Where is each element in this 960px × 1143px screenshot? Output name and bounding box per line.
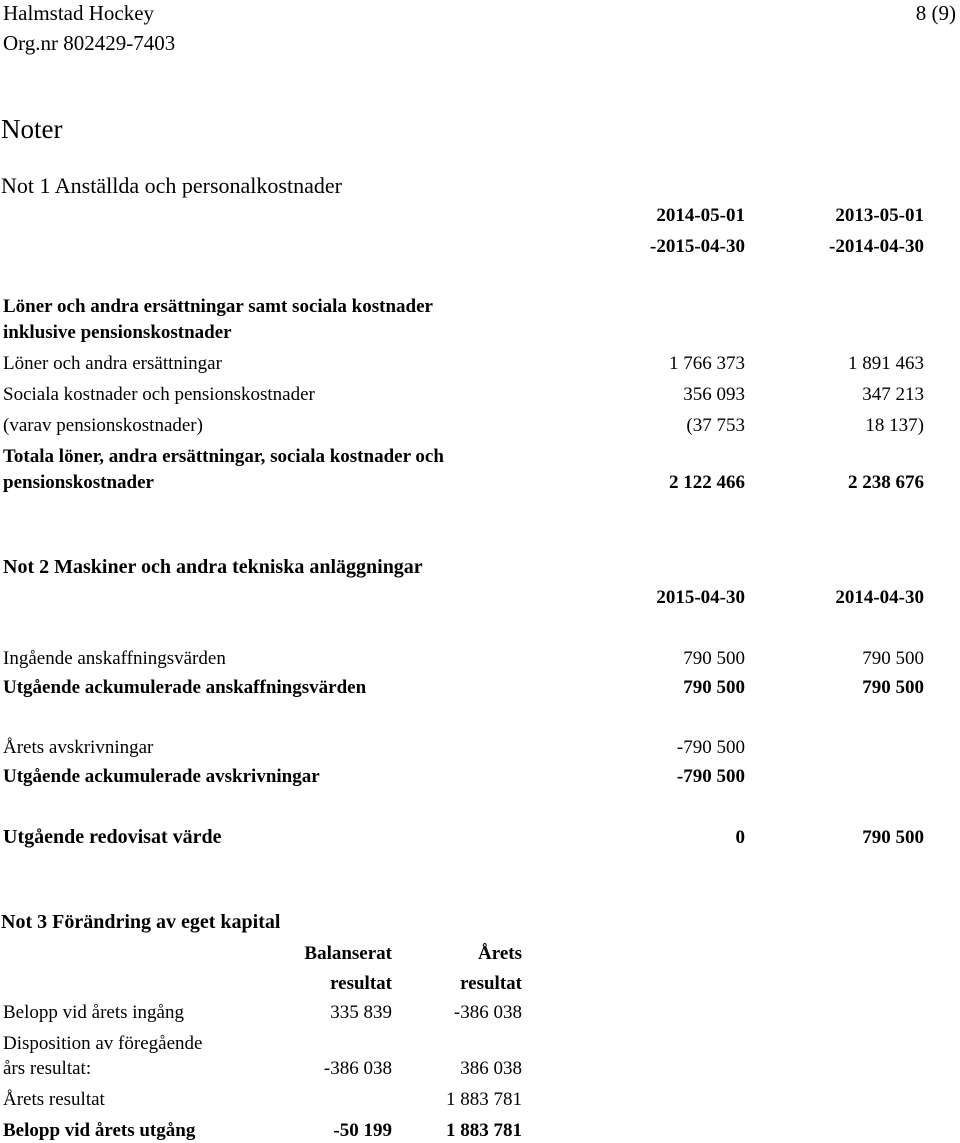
note2-row-value-current: -790 500 [676,737,745,758]
note1-row-value-current: 1 766 373 [669,353,745,374]
org-number: Org.nr 802429-7403 [3,31,176,55]
note1-total-value-current: 2 122 466 [669,472,745,493]
note2-row-value-current: 790 500 [683,677,745,698]
note2-row-value-previous: 790 500 [862,648,924,669]
note2-col2-header: 2014-04-30 [835,587,924,608]
note2-heading: Not 2 Maskiner och andra tekniska anläggningar [3,556,423,578]
note2-row-label: Ingående anskaffningsvärden [3,648,226,669]
note3-row-label-line1: Disposition av föregående [3,1033,203,1054]
note1-total-value-previous: 2 238 676 [848,472,924,493]
note1-row-value-previous: 18 137) [865,415,924,436]
note2-row-value-current: -790 500 [676,766,745,787]
page-number: 8 (9) [915,1,956,25]
note1-total-label-line2: pensionskostnader [3,472,154,493]
note2-row-label: Utgående ackumulerade anskaffningsvärden [3,677,367,698]
note2-row-value-previous: 790 500 [862,827,924,848]
note3-col1-header-line2: resultat [330,973,392,994]
note2-row-value-current: 0 [735,827,745,848]
note3-heading: Not 3 Förändring av eget kapital [1,911,281,933]
note1-col1-header-line1: 2014-05-01 [656,205,745,226]
company-name: Halmstad Hockey [3,1,155,25]
page-title: Noter [1,114,63,144]
note3-row-label: Belopp vid årets ingång [3,1002,184,1023]
note3-row-value-result: 1 883 781 [446,1120,522,1141]
note1-row-label: Löner och andra ersättningar [3,353,222,374]
note2-col1-header: 2015-04-30 [656,587,745,608]
note3-col1-header-line1: Balanserat [304,943,392,964]
note1-col1-header-line2: -2015-04-30 [650,236,745,257]
note1-row-label: (varav pensionskostnader) [3,415,203,436]
note1-section-heading-line2: inklusive pensionskostnader [3,322,232,343]
note1-row-value-current: 356 093 [683,384,745,405]
note2-row-value-previous: 790 500 [862,677,924,698]
note1-row-value-previous: 347 213 [862,384,924,405]
note1-total-label-line1: Totala löner, andra ersättningar, sociala kostnader och [3,446,444,467]
note3-row-label-line2: års resultat: [3,1058,92,1079]
note2-row-label: Utgående ackumulerade avskrivningar [3,766,320,787]
note3-row-value-retained: -386 038 [323,1058,392,1079]
note3-row-value-result: 1 883 781 [446,1089,522,1110]
note1-col2-header-line2: -2014-04-30 [829,236,924,257]
note2-row-label: Utgående redovisat värde [3,826,222,848]
note3-col2-header-line1: Årets [478,943,522,964]
note3-row-value-result: 386 038 [460,1058,522,1079]
note3-row-value-result: -386 038 [453,1002,522,1023]
note1-row-value-previous: 1 891 463 [848,353,924,374]
note1-row-label: Sociala kostnader och pensionskostnader [3,384,315,405]
note3-row-label: Belopp vid årets utgång [3,1120,196,1141]
note3-row-label: Årets resultat [3,1089,105,1110]
note1-heading: Not 1 Anställda och personalkostnader [1,173,342,198]
note1-section-heading-line1: Löner och andra ersättningar samt sociala kostnader [3,296,433,317]
note3-row-value-retained: 335 839 [330,1002,392,1023]
note3-row-value-retained: -50 199 [333,1120,392,1141]
note2-row-label: Årets avskrivningar [3,737,154,758]
note1-col2-header-line1: 2013-05-01 [835,205,924,226]
note3-col2-header-line2: resultat [460,973,522,994]
note1-row-value-current: (37 753 [686,415,745,436]
note2-row-value-current: 790 500 [683,648,745,669]
